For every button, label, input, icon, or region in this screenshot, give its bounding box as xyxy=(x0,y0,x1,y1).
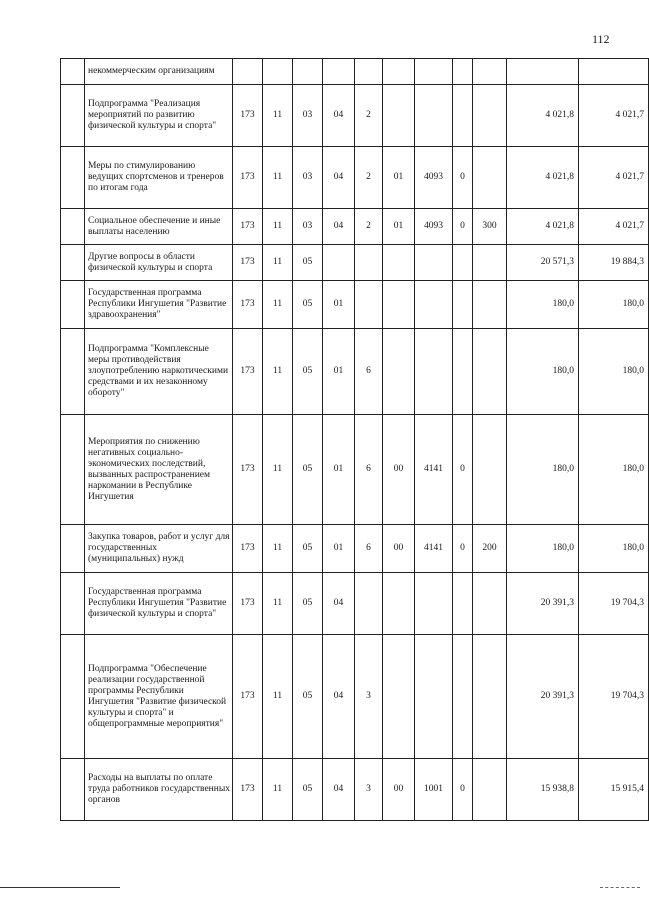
cell-vr xyxy=(473,85,507,147)
cell-sum2 xyxy=(579,59,649,85)
cell-prog: 04 xyxy=(323,85,355,147)
cell-gr: 173 xyxy=(233,415,263,525)
cell-rz: 11 xyxy=(263,281,293,329)
cell-sum2: 19 704,3 xyxy=(579,635,649,759)
cell-pr: 03 xyxy=(293,147,323,209)
cell-sum2: 4 021,7 xyxy=(579,209,649,245)
table-row xyxy=(61,245,649,281)
cell-vr xyxy=(473,635,507,759)
table-row xyxy=(61,209,649,245)
cell-pr: 05 xyxy=(293,573,323,635)
cell-rz: 11 xyxy=(263,573,293,635)
cell-sum1 xyxy=(507,59,579,85)
cell-gr: 173 xyxy=(233,635,263,759)
cell-dir xyxy=(415,281,453,329)
cell-rz xyxy=(263,59,293,85)
cell-name: Другие вопросы в области физической культуры и спорта xyxy=(85,245,233,281)
cell-name: Мероприятия по снижению негативных социально-экономических последствий, вызванных распространением наркомании в Республике Ингушетия xyxy=(85,415,233,525)
cell-name: Расходы на выплаты по оплате труда работников государственных органов xyxy=(85,759,233,821)
table-row xyxy=(61,281,649,329)
table-row xyxy=(61,59,649,85)
cell-dir: 1001 xyxy=(415,759,453,821)
cell-sub: 3 xyxy=(355,635,383,759)
cell-pnp: 0 xyxy=(453,415,473,525)
cell-sub: 3 xyxy=(355,759,383,821)
cell-name: Меры по стимулированию ведущих спортсменов и тренеров по итогам года xyxy=(85,147,233,209)
table-row xyxy=(61,573,649,635)
cell-name: Социальное обеспечение и иные выплаты населению xyxy=(85,209,233,245)
cell-pnp xyxy=(453,573,473,635)
cell-sum2: 15 915,4 xyxy=(579,759,649,821)
cell-name: Закупка товаров, работ и услуг для государственных (муниципальных) нужд xyxy=(85,525,233,573)
cell-prog: 04 xyxy=(323,209,355,245)
footer-rule-right xyxy=(600,887,640,888)
cell-blank xyxy=(61,635,85,759)
table-row xyxy=(61,85,649,147)
cell-vr xyxy=(473,329,507,415)
cell-pnp xyxy=(453,245,473,281)
page-number: 112 xyxy=(592,32,610,46)
cell-gr: 173 xyxy=(233,209,263,245)
cell-gr: 173 xyxy=(233,281,263,329)
cell-prog: 04 xyxy=(323,147,355,209)
cell-name: Государственная программа Республики Ингушетия "Развитие физической культуры и спорта" xyxy=(85,573,233,635)
cell-blank xyxy=(61,147,85,209)
cell-main xyxy=(383,329,415,415)
cell-prog xyxy=(323,59,355,85)
cell-pr: 03 xyxy=(293,85,323,147)
cell-sum2: 180,0 xyxy=(579,415,649,525)
cell-dir: 4141 xyxy=(415,525,453,573)
cell-prog: 01 xyxy=(323,525,355,573)
cell-pnp: 0 xyxy=(453,525,473,573)
cell-sum1: 20 391,3 xyxy=(507,635,579,759)
cell-blank xyxy=(61,59,85,85)
cell-pnp xyxy=(453,281,473,329)
cell-pnp: 0 xyxy=(453,209,473,245)
cell-sum1: 180,0 xyxy=(507,415,579,525)
cell-sum1: 180,0 xyxy=(507,281,579,329)
cell-dir xyxy=(415,329,453,415)
cell-gr xyxy=(233,59,263,85)
cell-dir xyxy=(415,635,453,759)
cell-blank xyxy=(61,245,85,281)
cell-blank xyxy=(61,329,85,415)
cell-dir xyxy=(415,573,453,635)
cell-rz: 11 xyxy=(263,329,293,415)
cell-blank xyxy=(61,525,85,573)
cell-sum1: 4 021,8 xyxy=(507,85,579,147)
cell-pr: 05 xyxy=(293,281,323,329)
cell-prog: 01 xyxy=(323,329,355,415)
cell-blank xyxy=(61,85,85,147)
cell-pnp: 0 xyxy=(453,147,473,209)
cell-blank xyxy=(61,281,85,329)
cell-sub: 6 xyxy=(355,415,383,525)
cell-prog: 01 xyxy=(323,281,355,329)
cell-main: 01 xyxy=(383,147,415,209)
cell-prog: 04 xyxy=(323,573,355,635)
cell-vr xyxy=(473,245,507,281)
cell-rz: 11 xyxy=(263,245,293,281)
cell-sum1: 180,0 xyxy=(507,525,579,573)
table-row xyxy=(61,329,649,415)
cell-sub: 2 xyxy=(355,147,383,209)
cell-pr: 05 xyxy=(293,759,323,821)
cell-sum2: 4 021,7 xyxy=(579,147,649,209)
cell-sub xyxy=(355,245,383,281)
cell-sum1: 20 391,3 xyxy=(507,573,579,635)
cell-prog xyxy=(323,245,355,281)
cell-vr xyxy=(473,147,507,209)
cell-name: Подпрограмма "Комплексные меры противодействия злоупотреблению наркотическими средствами и их незаконному обороту" xyxy=(85,329,233,415)
cell-sum1: 4 021,8 xyxy=(507,209,579,245)
cell-prog: 04 xyxy=(323,635,355,759)
cell-pnp xyxy=(453,85,473,147)
cell-sub xyxy=(355,281,383,329)
cell-vr xyxy=(473,281,507,329)
cell-sub: 2 xyxy=(355,209,383,245)
cell-rz: 11 xyxy=(263,635,293,759)
cell-prog: 04 xyxy=(323,759,355,821)
cell-sub: 6 xyxy=(355,329,383,415)
cell-pr: 03 xyxy=(293,209,323,245)
cell-main xyxy=(383,245,415,281)
cell-vr: 300 xyxy=(473,209,507,245)
cell-pr: 05 xyxy=(293,245,323,281)
cell-prog: 01 xyxy=(323,415,355,525)
cell-blank xyxy=(61,573,85,635)
cell-rz: 11 xyxy=(263,85,293,147)
table-row xyxy=(61,525,649,573)
cell-gr: 173 xyxy=(233,85,263,147)
cell-dir xyxy=(415,59,453,85)
cell-gr: 173 xyxy=(233,573,263,635)
cell-main xyxy=(383,59,415,85)
cell-dir xyxy=(415,85,453,147)
cell-rz: 11 xyxy=(263,415,293,525)
cell-sum2: 19 884,3 xyxy=(579,245,649,281)
cell-gr: 173 xyxy=(233,329,263,415)
cell-vr xyxy=(473,573,507,635)
cell-pr: 05 xyxy=(293,635,323,759)
cell-dir: 4093 xyxy=(415,147,453,209)
cell-sum1: 20 571,3 xyxy=(507,245,579,281)
cell-name: некоммерческим организациям xyxy=(85,59,233,85)
cell-sum1: 4 021,8 xyxy=(507,147,579,209)
cell-blank xyxy=(61,759,85,821)
cell-sub: 6 xyxy=(355,525,383,573)
cell-vr xyxy=(473,59,507,85)
budget-table xyxy=(60,58,649,821)
cell-pnp xyxy=(453,329,473,415)
cell-name: Государственная программа Республики Ингушетия "Развитие здравоохранения" xyxy=(85,281,233,329)
cell-main xyxy=(383,85,415,147)
cell-blank xyxy=(61,209,85,245)
cell-vr xyxy=(473,415,507,525)
cell-sum2: 19 704,3 xyxy=(579,573,649,635)
cell-sub xyxy=(355,59,383,85)
table-row xyxy=(61,147,649,209)
cell-main: 01 xyxy=(383,209,415,245)
cell-blank xyxy=(61,415,85,525)
cell-main: 00 xyxy=(383,759,415,821)
cell-sum2: 180,0 xyxy=(579,525,649,573)
table-row xyxy=(61,415,649,525)
cell-sub xyxy=(355,573,383,635)
cell-vr: 200 xyxy=(473,525,507,573)
footer-rule xyxy=(0,887,120,888)
cell-gr: 173 xyxy=(233,245,263,281)
cell-rz: 11 xyxy=(263,147,293,209)
table-row xyxy=(61,635,649,759)
cell-pnp xyxy=(453,635,473,759)
cell-name: Подпрограмма "Реализация мероприятий по развитию физической культуры и спорта" xyxy=(85,85,233,147)
cell-name: Подпрограмма "Обеспечение реализации государственной программы Республики Ингушетия "Развитие физической культуры и спорта" и общепрограммные мероприятия" xyxy=(85,635,233,759)
cell-main: 00 xyxy=(383,525,415,573)
cell-sub: 2 xyxy=(355,85,383,147)
cell-pr: 05 xyxy=(293,525,323,573)
cell-pr xyxy=(293,59,323,85)
cell-sum2: 180,0 xyxy=(579,329,649,415)
cell-main xyxy=(383,635,415,759)
cell-sum1: 180,0 xyxy=(507,329,579,415)
cell-sum2: 4 021,7 xyxy=(579,85,649,147)
cell-pnp xyxy=(453,59,473,85)
cell-dir: 4093 xyxy=(415,209,453,245)
cell-pr: 05 xyxy=(293,415,323,525)
cell-gr: 173 xyxy=(233,759,263,821)
cell-pr: 05 xyxy=(293,329,323,415)
table-row xyxy=(61,759,649,821)
cell-pnp: 0 xyxy=(453,759,473,821)
cell-sum1: 15 938,8 xyxy=(507,759,579,821)
cell-dir: 4141 xyxy=(415,415,453,525)
cell-sum2: 180,0 xyxy=(579,281,649,329)
cell-main: 00 xyxy=(383,415,415,525)
cell-rz: 11 xyxy=(263,759,293,821)
cell-rz: 11 xyxy=(263,209,293,245)
cell-vr xyxy=(473,759,507,821)
cell-gr: 173 xyxy=(233,147,263,209)
cell-main xyxy=(383,281,415,329)
cell-gr: 173 xyxy=(233,525,263,573)
cell-dir xyxy=(415,245,453,281)
cell-rz: 11 xyxy=(263,525,293,573)
cell-main xyxy=(383,573,415,635)
